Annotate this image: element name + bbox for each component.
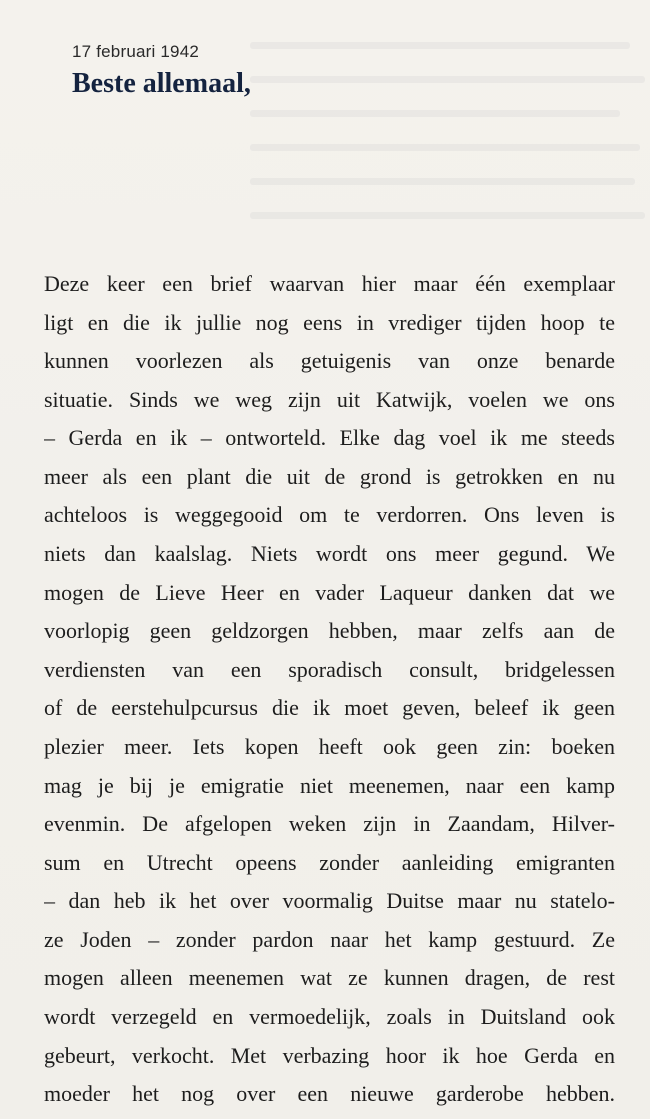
body-line: verdiensten van een sporadisch consult, bridgelessen	[44, 656, 615, 682]
letter-salutation: Beste allemaal,	[72, 68, 251, 99]
body-line: plezier meer. Iets kopen heeft ook geen zin: boeken	[44, 733, 615, 759]
body-line: gebeurt, verkocht. Met verbazing hoor ik hoe Gerda en	[44, 1042, 615, 1068]
body-line: voorlopig geen geldzorgen hebben, maar zelfs aan de	[44, 618, 615, 644]
body-line: mogen de Lieve Heer en vader Laqueur danken dat we	[44, 579, 615, 605]
body-line: ze Joden – zonder pardon naar het kamp gestuurd. Ze	[44, 926, 615, 952]
body-line: Deze keer een brief waarvan hier maar één exemplaar	[44, 271, 615, 296]
show-through-texture	[250, 30, 650, 250]
letter-body	[44, 265, 615, 1114]
body-line: evenmin. De afgelopen weken zijn in Zaandam, Hilver-	[44, 811, 615, 837]
body-line: achteloos is weggegooid om te verdorren. Ons leven is	[44, 502, 615, 528]
body-line: kunnen voorlezen als getuigenis van onze benarde	[44, 348, 615, 374]
body-line: moeder het nog over een nieuwe garderobe hebben.	[44, 1081, 615, 1107]
body-line: meer als een plant die uit de grond is getrokken en nu	[44, 463, 615, 489]
body-line: niets dan kaalslag. Niets wordt ons meer gegund. We	[44, 541, 615, 567]
body-line: – Gerda en ik – ontworteld. Elke dag voel ik me steeds	[44, 425, 615, 451]
body-line: mogen alleen meenemen wat ze kunnen dragen, de rest	[44, 965, 615, 991]
body-line: mag je bij je emigratie niet meenemen, naar een kamp	[44, 772, 615, 798]
letter-date: 17 februari 1942	[72, 42, 200, 61]
body-line: ligt en die ik jullie nog eens in vrediger tijden hoop te	[44, 309, 615, 335]
body-line: sum en Utrecht opeens zonder aanleiding emigranten	[44, 849, 615, 875]
body-line: of de eerstehulpcursus die ik moet geven, beleef ik geen	[44, 695, 615, 721]
body-line: wordt verzegeld en vermoedelijk, zoals in Duitsland ook	[44, 1003, 615, 1029]
body-line: situatie. Sinds we weg zijn uit Katwijk, voelen we ons	[44, 386, 615, 412]
body-line: – dan heb ik het over voormalig Duitse maar nu statelo-	[44, 888, 615, 914]
